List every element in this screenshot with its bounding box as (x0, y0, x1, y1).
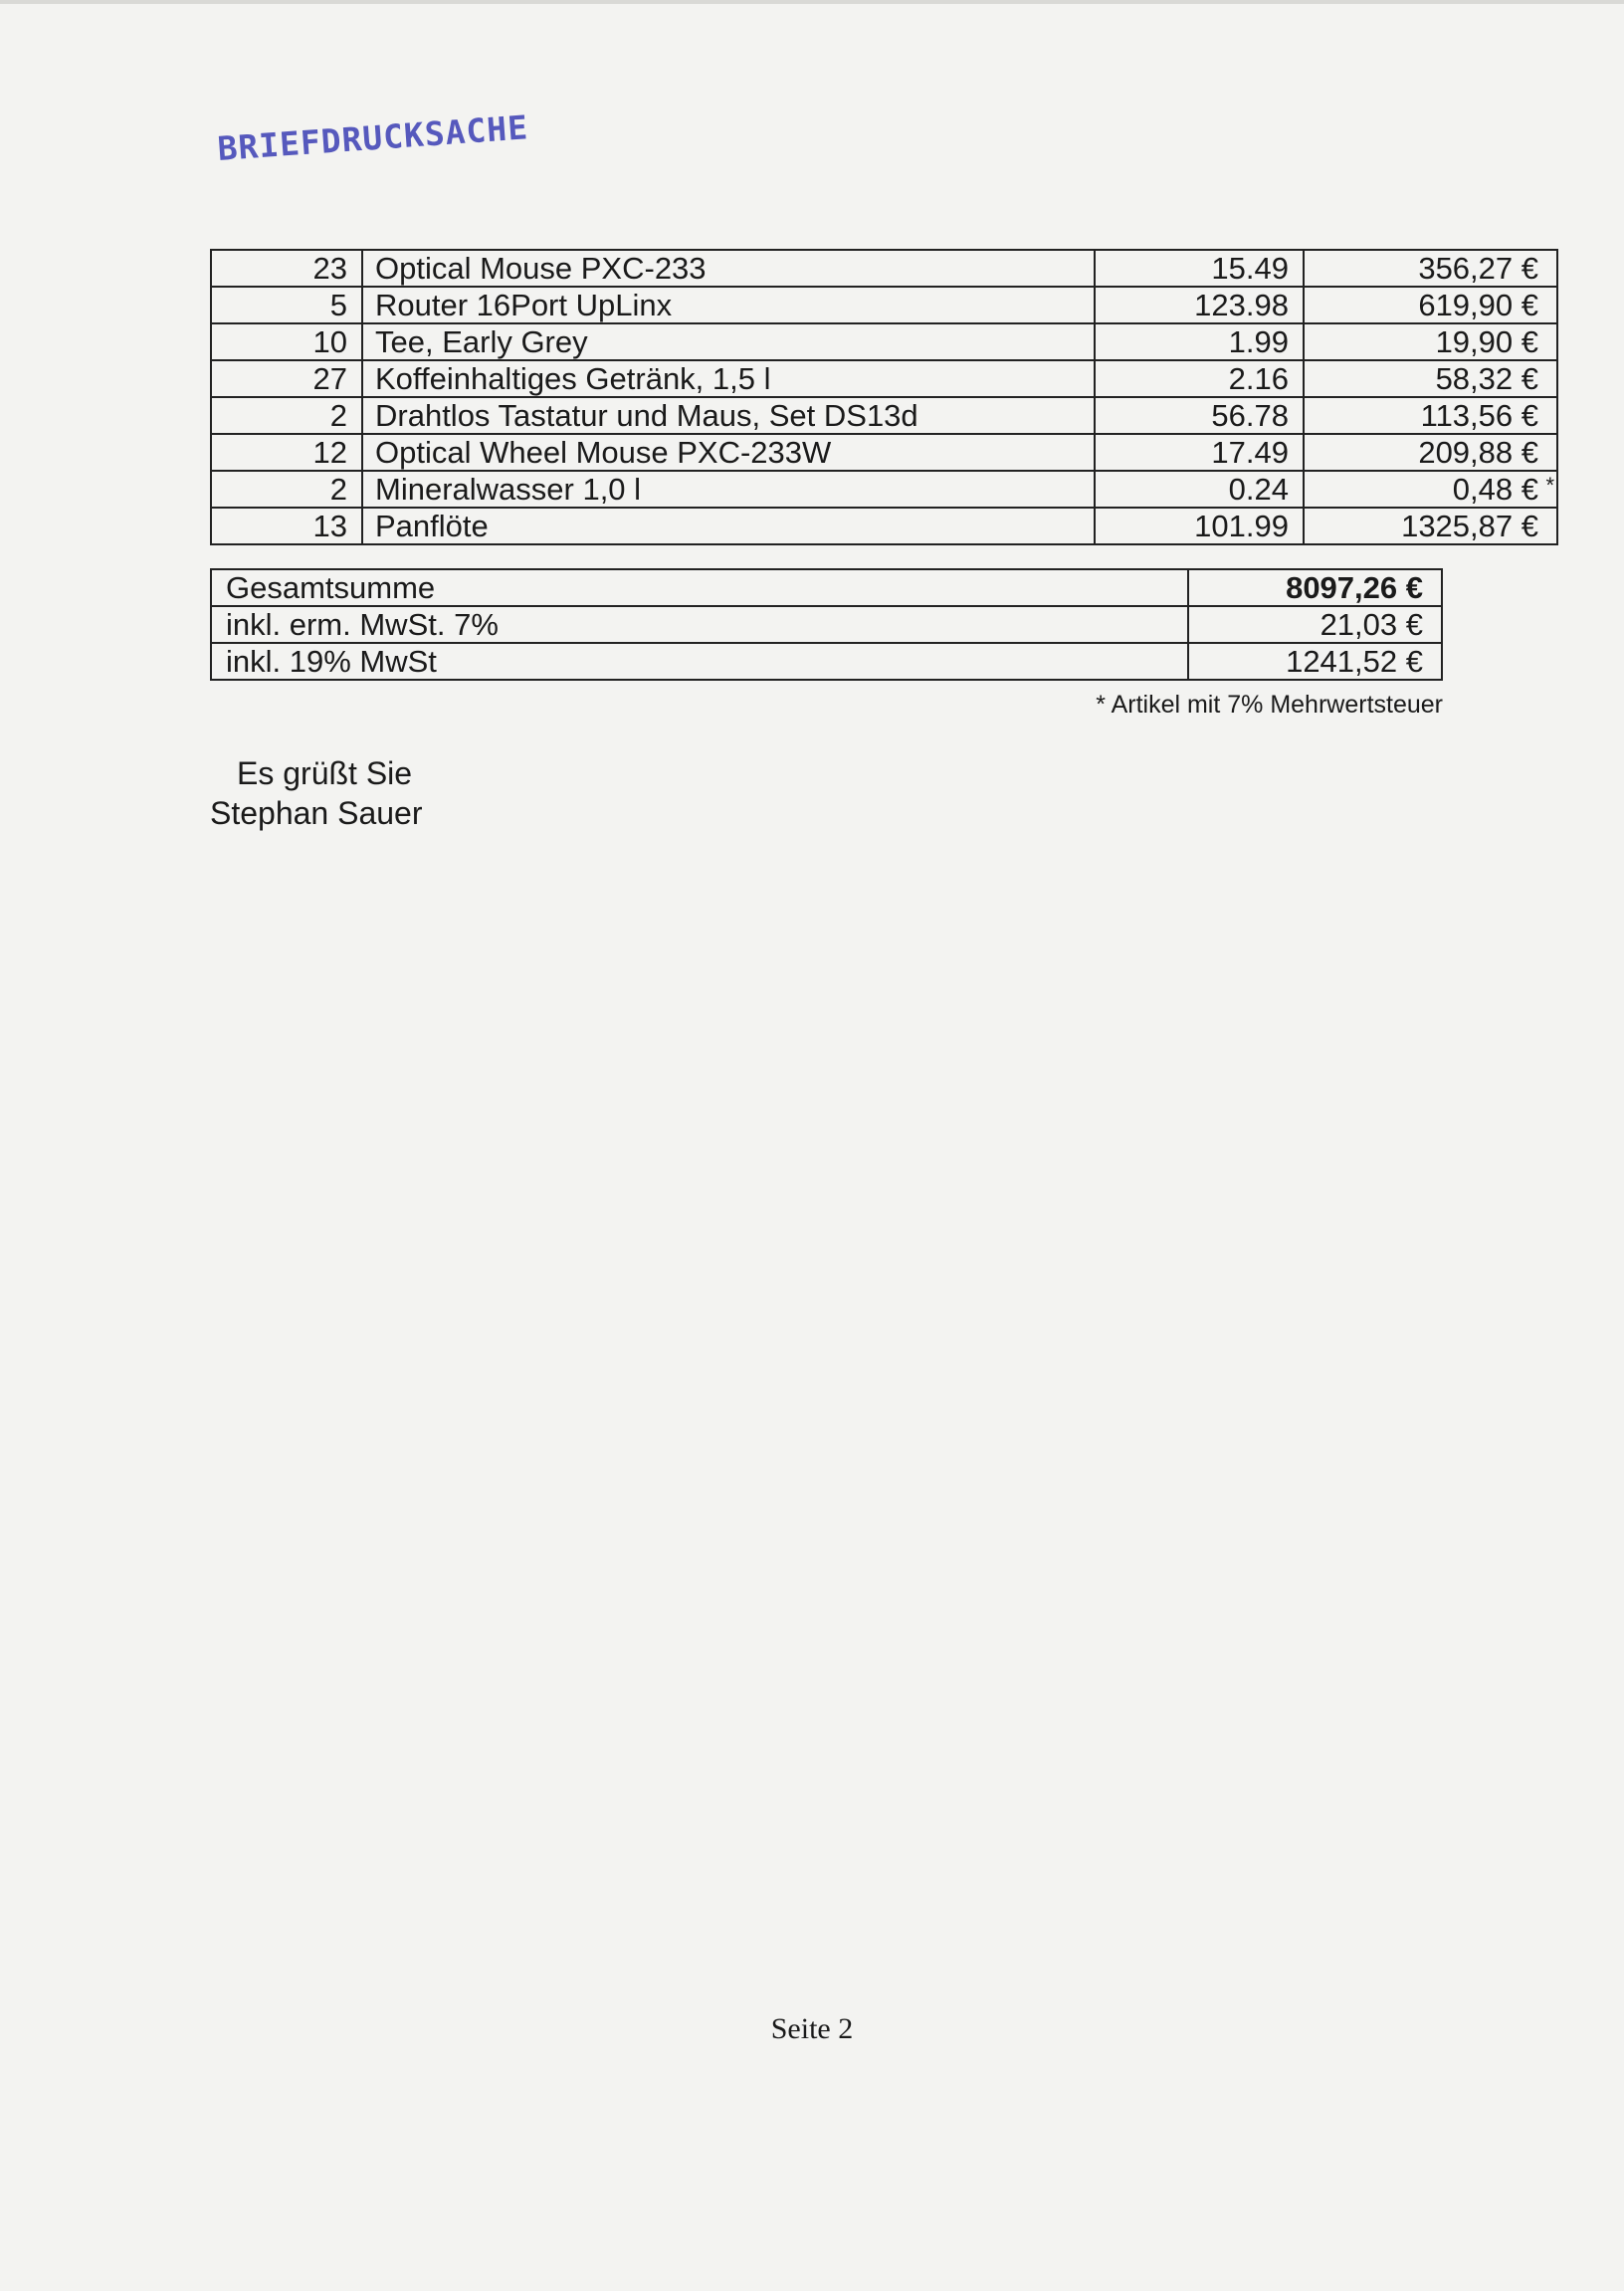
item-description: Mineralwasser 1,0 l (362, 471, 1095, 508)
standard-vat-label: inkl. 19% MwSt (211, 643, 1188, 680)
item-description: Tee, Early Grey (362, 323, 1095, 360)
item-qty: 23 (211, 250, 362, 287)
closing-greeting: Es grüßt Sie (237, 755, 413, 791)
item-total: 1325,87 € (1401, 509, 1538, 543)
item-qty: 2 (211, 397, 362, 434)
item-description: Drahtlos Tastatur und Maus, Set DS13d (362, 397, 1095, 434)
item-qty: 12 (211, 434, 362, 471)
item-total-cell (1304, 250, 1557, 287)
item-description: Panflöte (362, 508, 1095, 544)
table-row (211, 323, 1557, 360)
item-total: 58,32 € (1435, 361, 1538, 396)
table-row (211, 360, 1557, 397)
table-row (211, 434, 1557, 471)
item-qty: 27 (211, 360, 362, 397)
item-total-cell (1304, 508, 1557, 544)
page-number: Seite 2 (770, 2012, 854, 2045)
briefdrucksache-stamp: BRIEFDRUCKSACHE (216, 107, 530, 168)
item-total-cell (1304, 323, 1557, 360)
vat-footnote: * Artikel mit 7% Mehrwertsteuer (1096, 691, 1443, 719)
item-total-cell (1304, 434, 1557, 471)
totals-table (210, 568, 1443, 681)
items-table (210, 249, 1558, 545)
item-description: Optical Mouse PXC-233 (362, 250, 1095, 287)
item-unit-price: 1.99 (1095, 323, 1304, 360)
vat-mark: * (1545, 473, 1554, 498)
table-row (211, 250, 1557, 287)
item-total-cell (1304, 397, 1557, 434)
total-row (211, 569, 1442, 606)
item-qty: 2 (211, 471, 362, 508)
grand-total-label: Gesamtsumme (211, 569, 1188, 606)
item-description: Koffeinhaltiges Getränk, 1,5 l (362, 360, 1095, 397)
item-description: Router 16Port UpLinx (362, 287, 1095, 323)
item-unit-price: 17.49 (1095, 434, 1304, 471)
item-qty: 5 (211, 287, 362, 323)
item-total: 19,90 € (1435, 324, 1538, 359)
table-row (211, 287, 1557, 323)
sender-name: Stephan Sauer (210, 795, 423, 831)
table-row (211, 471, 1557, 508)
item-qty: 13 (211, 508, 362, 544)
item-total: 113,56 € (1420, 398, 1538, 433)
item-total: 619,90 € (1418, 288, 1538, 322)
table-row (211, 397, 1557, 434)
item-total: 0,48 € (1452, 472, 1538, 507)
grand-total-value: 8097,26 € (1188, 569, 1442, 606)
item-total: 356,27 € (1418, 251, 1538, 286)
item-total-cell (1304, 360, 1557, 397)
table-row (211, 508, 1557, 544)
item-unit-price: 2.16 (1095, 360, 1304, 397)
item-unit-price: 101.99 (1095, 508, 1304, 544)
item-unit-price: 15.49 (1095, 250, 1304, 287)
item-unit-price: 56.78 (1095, 397, 1304, 434)
page-edge (0, 0, 1624, 4)
standard-vat-value: 1241,52 € (1188, 643, 1442, 680)
reduced-vat-value: 21,03 € (1188, 606, 1442, 643)
item-unit-price: 0.24 (1095, 471, 1304, 508)
item-description: Optical Wheel Mouse PXC-233W (362, 434, 1095, 471)
total-row (211, 643, 1442, 680)
item-total-cell (1304, 471, 1557, 508)
item-total: 209,88 € (1418, 435, 1538, 470)
closing-block (210, 753, 423, 833)
item-qty: 10 (211, 323, 362, 360)
item-unit-price: 123.98 (1095, 287, 1304, 323)
item-total-cell (1304, 287, 1557, 323)
reduced-vat-label: inkl. erm. MwSt. 7% (211, 606, 1188, 643)
total-row (211, 606, 1442, 643)
